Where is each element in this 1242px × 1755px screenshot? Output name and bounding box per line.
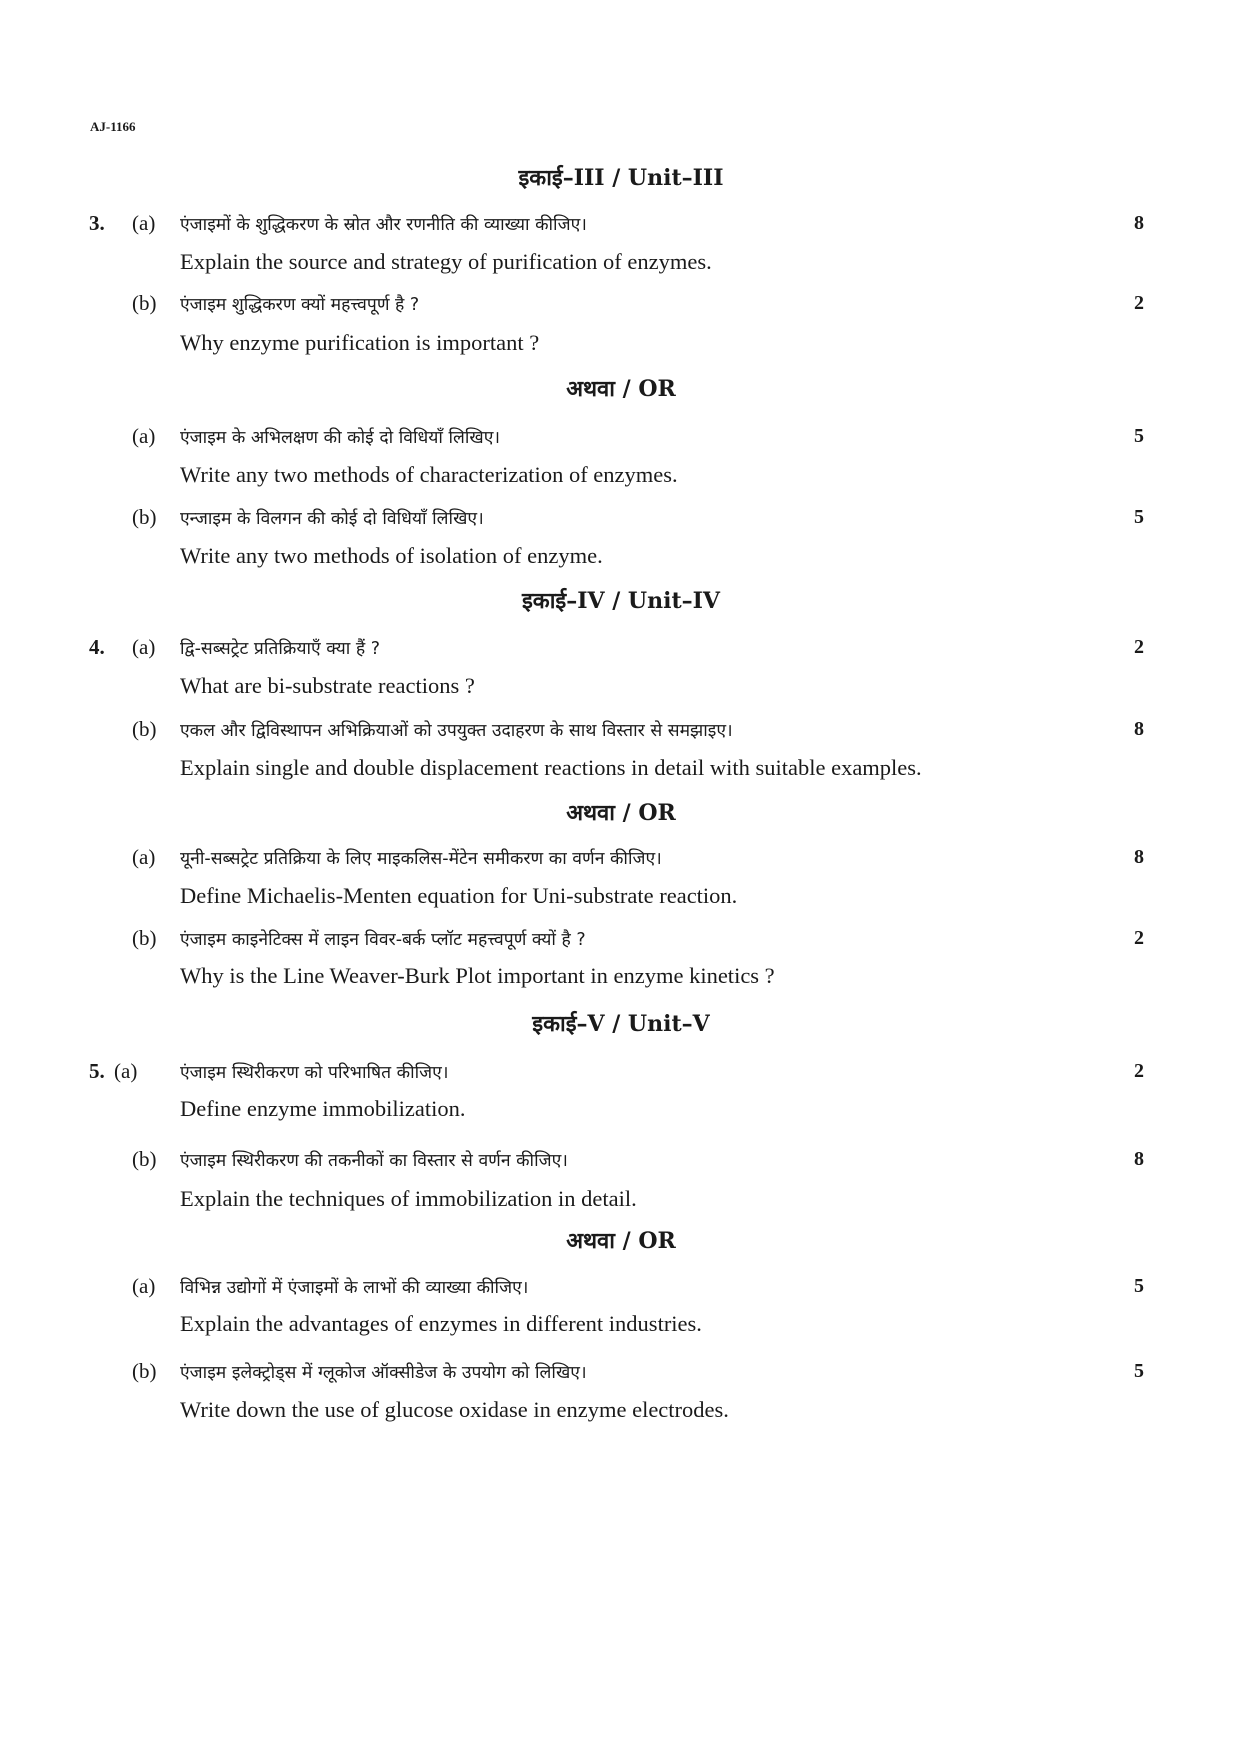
- marks: 5: [1134, 1275, 1144, 1297]
- question-number: 3.: [89, 211, 105, 235]
- or-separator: अथवा / OR: [566, 1228, 676, 1254]
- question-text-hindi: एकल और द्विविस्थापन अभिक्रियाओं को उपयुक्त उदाहरण के साथ विस्तार से समझाइए।: [180, 721, 733, 741]
- marks: 8: [1134, 1148, 1144, 1170]
- marks: 5: [1134, 1360, 1144, 1382]
- unit-heading: इकाई–IV / Unit–IV: [522, 588, 720, 614]
- part-label: (b): [132, 1359, 157, 1383]
- question-text-hindi: एंजाइम स्थिरीकरण की तकनीकों का विस्तार से वर्णन कीजिए।: [180, 1151, 568, 1171]
- question-text-english: Write any two methods of characterization of enzymes.: [180, 462, 678, 487]
- part-label: (a): [132, 845, 156, 869]
- part-label: (b): [132, 717, 157, 741]
- question-text-english: Write down the use of glucose oxidase in enzyme electrodes.: [180, 1397, 729, 1422]
- marks: 2: [1134, 1060, 1144, 1082]
- question-number: 5.: [89, 1059, 105, 1083]
- part-label: (a): [132, 424, 156, 448]
- question-text-hindi: एंजाइम शुद्धिकरण क्यों महत्त्वपूर्ण है ?: [180, 295, 420, 315]
- or-separator: अथवा / OR: [566, 800, 676, 826]
- marks: 8: [1134, 718, 1144, 740]
- question-text-english: What are bi-substrate reactions ?: [180, 673, 475, 698]
- marks: 2: [1134, 636, 1144, 658]
- part-label: (b): [132, 1147, 157, 1171]
- question-text-english: Define Michaelis-Menten equation for Uni-substrate reaction.: [180, 883, 738, 908]
- question-text-hindi: एंजाइम स्थिरीकरण को परिभाषित कीजिए।: [180, 1063, 449, 1083]
- part-label: (a): [114, 1059, 138, 1083]
- question-text-hindi: एंजाइम काइनेटिक्स में लाइन विवर-बर्क प्लॉट महत्त्वपूर्ण क्यों है ?: [180, 930, 586, 950]
- marks: 2: [1134, 292, 1144, 314]
- part-label: (b): [132, 505, 157, 529]
- question-text-hindi: यूनी-सब्सट्रेट प्रतिक्रिया के लिए माइकलिस-मेंटेन समीकरण का वर्णन कीजिए।: [180, 849, 662, 869]
- question-text-hindi: विभिन्न उद्योगों में एंजाइमों के लाभों की व्याख्या कीजिए।: [180, 1278, 529, 1298]
- question-text-hindi: एंजाइमों के शुद्धिकरण के स्रोत और रणनीति की व्याख्या कीजिए।: [180, 215, 587, 235]
- marks: 5: [1134, 425, 1144, 447]
- marks: 8: [1134, 846, 1144, 868]
- question-text-english: Define enzyme immobilization.: [180, 1096, 466, 1121]
- question-number: 4.: [89, 635, 105, 659]
- or-separator: अथवा / OR: [566, 376, 676, 402]
- question-text-english: Explain the advantages of enzymes in different industries.: [180, 1311, 702, 1336]
- question-text-english: Explain single and double displacement reactions in detail with suitable examples.: [180, 755, 922, 780]
- part-label: (a): [132, 211, 156, 235]
- question-text-english: Explain the techniques of immobilization in detail.: [180, 1186, 637, 1211]
- paper-code: AJ-1166: [90, 119, 136, 134]
- part-label: (a): [132, 635, 156, 659]
- part-label: (b): [132, 926, 157, 950]
- question-text-english: Write any two methods of isolation of enzyme.: [180, 543, 603, 568]
- question-text-hindi: द्वि-सब्सट्रेट प्रतिक्रियाएँ क्या हैं ?: [180, 639, 380, 659]
- part-label: (a): [132, 1274, 156, 1298]
- question-text-hindi: एन्जाइम के विलगन की कोई दो विधियाँ लिखिए।: [180, 509, 484, 529]
- unit-heading: इकाई–V / Unit–V: [532, 1011, 710, 1037]
- part-label: (b): [132, 291, 157, 315]
- question-text-hindi: एंजाइम के अभिलक्षण की कोई दो विधियाँ लिखिए।: [180, 428, 501, 448]
- question-text-hindi: एंजाइम इलेक्ट्रोड्स में ग्लूकोज ऑक्सीडेज के उपयोग को लिखिए।: [180, 1363, 587, 1383]
- question-text-english: Explain the source and strategy of purification of enzymes.: [180, 249, 712, 274]
- unit-heading: इकाई–III / Unit–III: [518, 165, 724, 191]
- marks: 5: [1134, 506, 1144, 528]
- question-text-english: Why is the Line Weaver-Burk Plot important in enzyme kinetics ?: [180, 963, 775, 988]
- marks: 8: [1134, 212, 1144, 234]
- marks: 2: [1134, 927, 1144, 949]
- question-text-english: Why enzyme purification is important ?: [180, 330, 540, 355]
